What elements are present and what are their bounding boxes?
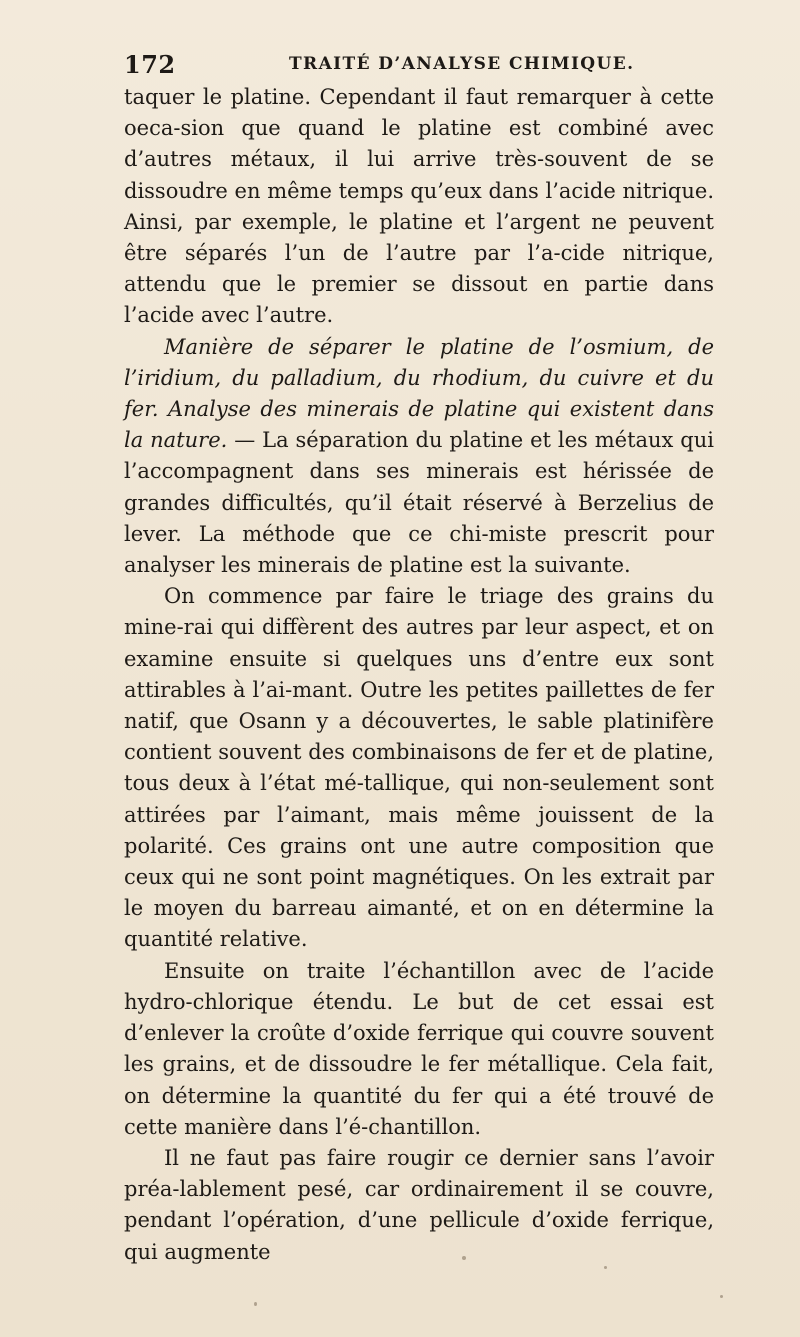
paper-speck: [604, 1266, 607, 1269]
section-paragraph: [124, 332, 714, 582]
paper-speck: [254, 1302, 257, 1306]
page-header: [124, 50, 714, 80]
section-body: — La séparation du platine et les métaux qui l’accompagnent dans ses minerais est hérissée de grandes difficultés, qu’il était réservé à Berzelius de lever. La méthode que ce chi-miste prescrit pour analyser les minerais de platine est la suivante.: [124, 428, 714, 578]
page-number: 172: [124, 50, 176, 79]
section-heading: Manière de séparer le platine de l’osmium, de l’iridium, du palladium, du rhodium, du cuivre et du fer. Analyse des minerais de platine qui existent dans la nature.: [124, 334, 714, 453]
paper-speck: [720, 1295, 723, 1298]
paragraph-triage: On commence par faire le triage des grains du mine-rai qui diffèrent des autres par leur aspect, et on examine ensuite si quelques uns d’entre eux sont attirables à l’ai-mant. Outre les petites paillettes de fer natif, que Osann y a découvertes, le sable platinifère contient souvent des combinaisons de fer et de platine, tous deux à l’état mé-tallique, qui non-seulement sont attirées par l’aimant, mais même jouissent de la polarité. Ces grains ont une autre composition que ceux qui ne sont point magnétiques. On les extrait par le moyen du barreau aimanté, et on en détermine la quantité relative.: [124, 584, 714, 952]
paragraph-continuation: taquer le platine. Cependant il faut remarquer à cette oeca-sion que quand le platine est combiné avec d’autres métaux, il lui arrive très-souvent de se dissoudre en même temps qu’eux dans l’acide nitrique. Ainsi, par exemple, le platine et l’argent ne peuvent être séparés l’un de l’autre par l’a-cide nitrique, attendu que le premier se dissout en partie dans l’acide avec l’autre.: [124, 85, 714, 328]
paragraph-acid-treatment: Ensuite on traite l’échantillon avec de l’acide hydro-chlorique étendu. Le but de cet essai est d’enlever la croûte d’oxide ferrique qui couvre souvent les grains, et de dissoudre le fer métallique. Cela fait, on détermine la quantité du fer qui a été trouvé de cette manière dans l’é-chantillon.: [124, 958, 714, 1139]
paragraph-weighing: Il ne faut pas faire rougir ce dernier sans l’avoir préa-lablement pesé, car ordinairement il se couvre, pendant l’opération, d’une pellicule d’oxide ferrique, qui augmente: [124, 1145, 714, 1264]
body-text: [124, 82, 714, 1268]
paper-speck: [462, 1256, 466, 1260]
running-title: TRAITÉ D’ANALYSE CHIMIQUE.: [289, 54, 635, 74]
